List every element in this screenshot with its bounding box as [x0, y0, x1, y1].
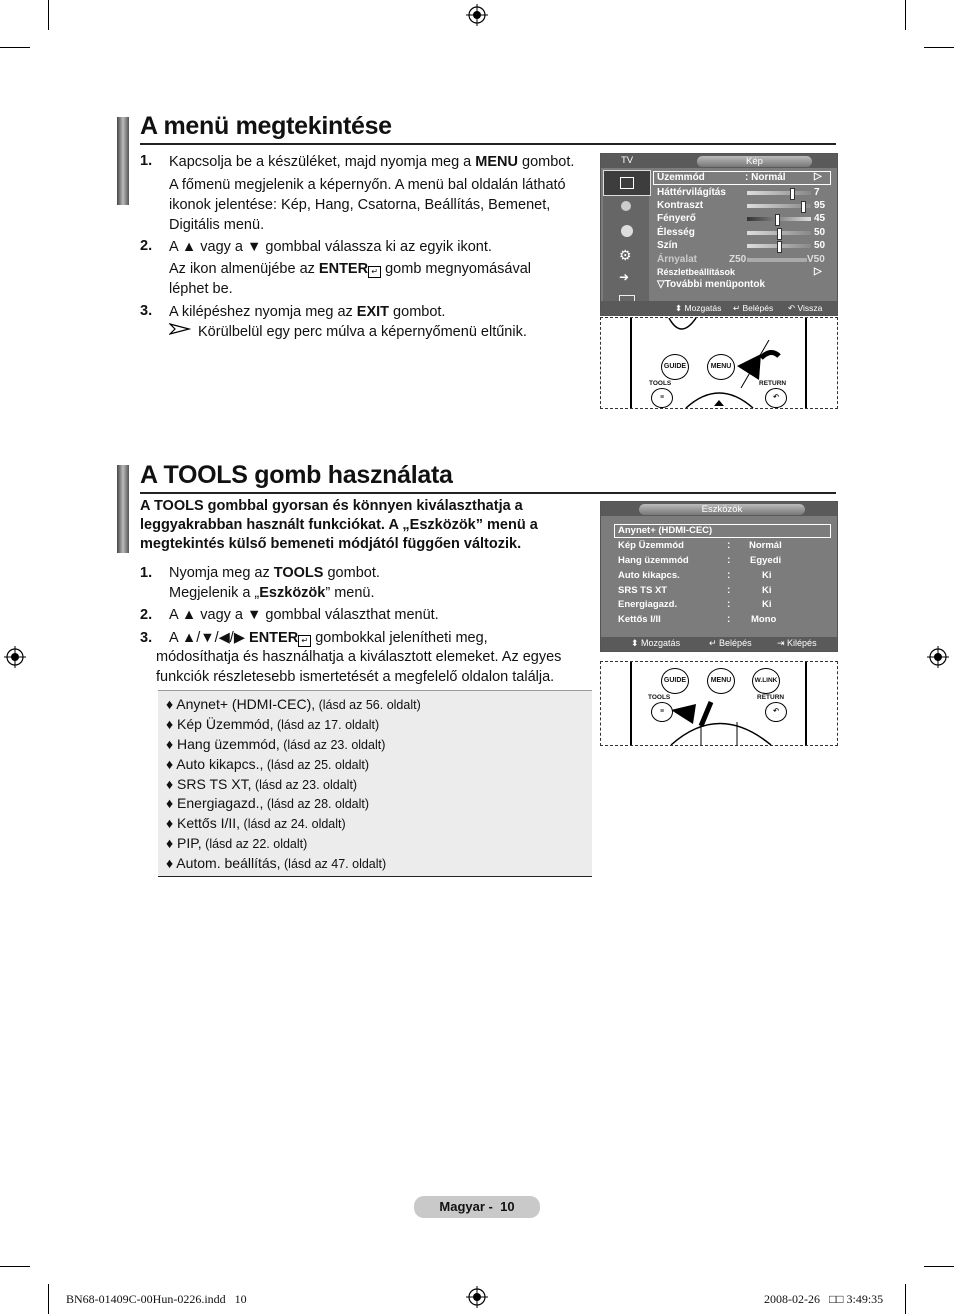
crop-mark — [924, 1266, 954, 1267]
step1-text — [169, 152, 599, 172]
guide-button[interactable]: GUIDE — [661, 354, 689, 380]
step-number: 1. — [140, 565, 153, 581]
crop-mark — [924, 47, 954, 48]
list-item — [166, 716, 379, 732]
detail-line: ikonok jelentése: Kép, Hang, Csatorna, Beállítás, Bemenet, — [169, 197, 551, 213]
list-item-name: ♦ PIP, — [166, 835, 202, 851]
intro-line: megtekintés külső bemeneti módjától függően változik. — [140, 536, 522, 552]
registration-mark-icon — [466, 4, 488, 26]
menu-row-label: Élesség — [657, 227, 695, 238]
tools-row-value: Mono — [751, 614, 777, 625]
setup-icon[interactable]: ⚙ — [603, 243, 649, 267]
crop-mark — [0, 1266, 30, 1267]
list-item — [166, 855, 386, 871]
section-bar — [117, 117, 129, 205]
list-item-ref: (lásd az 47. oldalt) — [280, 857, 387, 871]
tools-row-label: Kettős I/II — [618, 614, 661, 625]
list-item-name: ♦ Hang üzemmód, — [166, 736, 280, 752]
step-number: 1. — [140, 153, 153, 169]
slider[interactable] — [747, 191, 811, 195]
tools-row-value: Normál — [749, 540, 782, 551]
tools-row-label: Energiagazd. — [618, 599, 678, 610]
step2-text: A ▲ vagy a ▼ gombbal válassza ki az egyik ikont. — [169, 239, 492, 255]
step-number: 2. — [140, 238, 153, 254]
list-item — [166, 736, 385, 752]
tools-header-pill: Eszközök — [639, 504, 805, 515]
tv-tab: TV — [621, 155, 634, 166]
tools-row-label: Hang üzemmód — [618, 555, 689, 566]
menu-row-label: Fényerő — [657, 213, 696, 224]
tools-row-sep: : — [727, 570, 731, 581]
slider-knob[interactable] — [777, 228, 782, 240]
step3-pre: A kilépéshez nyomja meg az — [169, 304, 357, 320]
footer-enter: Belépés — [742, 303, 774, 313]
footer-exit: Kilépés — [787, 638, 817, 648]
tools-key: TOOLS — [273, 565, 324, 581]
enter-icon: ↵ — [298, 635, 311, 647]
footer-move: Mozgatás — [641, 638, 681, 648]
list-item-name: ♦ Energiagazd., — [166, 795, 264, 811]
remote-illustration — [600, 661, 838, 746]
registration-mark-icon — [466, 1286, 488, 1308]
tools-row-label: Kép Üzemmód — [618, 540, 684, 551]
eszkozok-key: Eszközök — [259, 585, 326, 601]
list-item-name: ♦ Autom. beállítás, — [166, 855, 281, 871]
input-icon[interactable]: ➜ — [603, 266, 649, 290]
tools-row-value: Ki — [762, 599, 772, 610]
detail-line: léphet be. — [169, 281, 233, 297]
step-post: gombot. — [323, 565, 380, 581]
list-item — [166, 795, 369, 811]
menu-row-value: 50 — [814, 240, 826, 251]
menu-row-value: 45 — [814, 213, 826, 224]
guide-button[interactable]: GUIDE — [661, 668, 689, 694]
slider[interactable] — [747, 258, 807, 262]
list-item-ref: (lásd az 25. oldalt) — [263, 758, 370, 772]
menu-row-label: Szín — [657, 240, 678, 251]
detail-line: módosíthatja és használhatja a kiválasztott elemeket. Az egyes — [156, 649, 562, 665]
list-item — [166, 756, 369, 772]
slider-knob[interactable] — [775, 214, 780, 226]
menu-row-left: Z50 — [729, 254, 747, 265]
menu-header-pill: Kép — [697, 156, 812, 167]
tools-row-sep: : — [727, 555, 731, 566]
footer-enter: Belépés — [719, 638, 752, 648]
step1-post: gombot. — [517, 154, 575, 170]
file-slug: BN68-01409C-00Hun-0226.indd 10 — [66, 1292, 247, 1306]
crop-mark — [0, 47, 30, 48]
menu-row-value: 7 — [814, 187, 820, 198]
menu-screen — [600, 153, 838, 316]
step-number: 3. — [140, 303, 153, 319]
page-number-badge: Magyar - 10 — [414, 1196, 540, 1218]
list-item-name: ♦ Kép Üzemmód, — [166, 716, 274, 732]
menu-row-label: Árnyalat — [657, 254, 698, 265]
slider-knob[interactable] — [801, 201, 806, 213]
section2-intro — [140, 497, 590, 554]
step3-text — [169, 302, 445, 322]
menu-row-label: ▽További menüpontok — [657, 279, 766, 290]
crop-mark — [48, 0, 49, 30]
menu-row-value: 50 — [814, 227, 826, 238]
step-number: 3. — [140, 630, 153, 646]
list-item — [166, 815, 346, 831]
tools-screen-footer: ⬍ Mozgatás ↵ Belépés ⇥ Kilépés — [601, 637, 837, 651]
menu-button[interactable]: MENU — [707, 668, 735, 694]
tools-row-value: Ki — [762, 570, 772, 581]
list-item-ref: (lásd az 23. oldalt) — [279, 738, 386, 752]
menu-row-arrow: ▷ — [814, 171, 822, 182]
tools-step3-text — [169, 628, 488, 648]
tools-step3-detail — [156, 647, 596, 687]
menu-screen-footer: ⬍ Mozgatás ↵ Belépés ↶ Vissza — [601, 301, 837, 315]
section2-title: A TOOLS gomb használata — [140, 461, 453, 489]
footer-move: Mozgatás — [684, 303, 722, 313]
tools-label: TOOLS — [649, 380, 672, 387]
menu-row-value: : Normál — [745, 172, 786, 183]
list-item-name: ♦ Kettős I/II, — [166, 815, 241, 831]
tools-row-label: Anynet+ (HDMI-CEC) — [618, 525, 713, 536]
detail-line: funkciók részletesebb ismertetését a megfelelő oldalon találja. — [156, 669, 555, 685]
channel-icon[interactable] — [603, 220, 649, 244]
step-pre: Nyomja meg az — [169, 565, 274, 581]
enter-key: ENTER — [249, 630, 299, 646]
list-item-name: ♦ Auto kikapcs., — [166, 756, 264, 772]
list-item-ref: (lásd az 24. oldalt) — [240, 817, 346, 831]
section-bar — [117, 465, 129, 553]
list-item-ref: (lásd az 23. oldalt) — [251, 778, 358, 792]
menu-button[interactable]: MENU — [707, 354, 735, 380]
section1-rule — [140, 143, 836, 145]
list-item-ref: (lásd az 28. oldalt) — [263, 797, 370, 811]
note-text: Körülbelül egy perc múlva a képernyőmenü eltűnik. — [198, 324, 527, 340]
note-arrow-icon — [169, 323, 191, 335]
tools-step1-detail — [169, 583, 375, 603]
menu-key: MENU — [475, 154, 518, 170]
wlink-button[interactable]: W.LINK — [752, 668, 780, 694]
list-item — [166, 776, 357, 792]
menu-row-label: Háttérvilágítás — [657, 187, 726, 198]
detail-post: gomb megnyomásával — [381, 261, 531, 277]
tools-row-value: Egyedi — [750, 555, 782, 566]
return-button[interactable]: ↶ — [765, 388, 787, 408]
step2-detail — [169, 259, 599, 299]
tools-step2-text: A ▲ vagy a ▼ gombbal választhat menüt. — [169, 607, 439, 623]
intro-line: A TOOLS gombbal gyorsan és könnyen kiválaszthatja a — [140, 498, 523, 514]
detail-pre: Az ikon almenüjébe az — [169, 261, 319, 277]
crop-mark — [905, 0, 906, 30]
enter-icon: ↵ — [368, 266, 381, 278]
list-item-name: ♦ SRS TS XT, — [166, 776, 252, 792]
menu-row-label: Üzemmód — [657, 172, 705, 183]
detail-line: A főmenü megjelenik a képernyőn. A menü bal oldalán látható — [169, 177, 566, 193]
section1-title: A menü megtekintése — [140, 112, 392, 140]
crop-mark — [48, 1284, 49, 1314]
slider-knob[interactable] — [790, 188, 795, 200]
list-item — [166, 696, 421, 712]
step3-post: gombot. — [389, 304, 446, 320]
tools-row-sep: : — [727, 599, 731, 610]
tools-row-label: Auto kikapcs. — [618, 570, 680, 581]
list-item-name: ♦ Anynet+ (HDMI-CEC), — [166, 696, 316, 712]
list-item — [166, 835, 307, 851]
menu-row-label: Kontraszt — [657, 200, 704, 211]
menu-row-arrow: ▷ — [814, 266, 822, 277]
step-number: 2. — [140, 607, 153, 623]
tools-row-label: SRS TS XT — [618, 585, 668, 596]
list-item-ref: (lásd az 22. oldalt) — [201, 837, 308, 851]
tools-step1-text — [169, 563, 380, 583]
return-button[interactable]: ↶ — [765, 702, 787, 722]
return-label: RETURN — [759, 380, 787, 387]
detail-line: Digitális menü. — [169, 217, 265, 233]
menu-row-value: 95 — [814, 200, 826, 211]
tools-button[interactable]: ≡ — [651, 388, 673, 408]
tools-row-sep: : — [727, 540, 731, 551]
tools-button[interactable]: ≡ — [651, 702, 673, 722]
tools-row-sep: : — [727, 585, 731, 596]
step1-detail — [169, 175, 599, 235]
section2-rule — [140, 492, 836, 494]
tools-screen — [600, 501, 838, 652]
step-pre: A ▲/▼/◀/▶ — [169, 630, 250, 646]
return-label: RETURN — [757, 694, 785, 701]
list-item-ref: (lásd az 17. oldalt) — [273, 718, 380, 732]
exit-key: EXIT — [356, 304, 390, 320]
registration-mark-icon — [927, 646, 949, 668]
date-slug: 2008-02-26 □□ 3:49:35 — [764, 1292, 884, 1306]
step-post: gombokkal jelenítheti meg, — [311, 630, 488, 646]
sound-icon[interactable] — [603, 196, 649, 220]
registration-mark-icon — [4, 646, 26, 668]
footer-back: Vissza — [797, 303, 823, 313]
menu-row-label: Részletbeállítások — [657, 267, 736, 277]
list-item-ref: (lásd az 56. oldalt) — [315, 698, 421, 712]
step1-pre: Kapcsolja be a készüléket, majd nyomja meg a — [169, 154, 476, 170]
intro-line: leggyakrabban használt funkciókat. A „Eszközök” menü a — [140, 517, 538, 533]
detail-pre: Megjelenik a „ — [169, 585, 260, 601]
remote-illustration — [600, 317, 838, 409]
tools-row-value: Ki — [762, 585, 772, 596]
tools-label: TOOLS — [648, 694, 671, 701]
slider-knob[interactable] — [777, 241, 782, 253]
tools-row-sep: : — [727, 614, 731, 625]
picture-icon[interactable] — [603, 170, 651, 196]
crop-mark — [905, 1284, 906, 1314]
enter-key: ENTER — [318, 261, 369, 277]
detail-post: ” menü. — [325, 585, 375, 601]
menu-row-right: V50 — [807, 254, 825, 265]
